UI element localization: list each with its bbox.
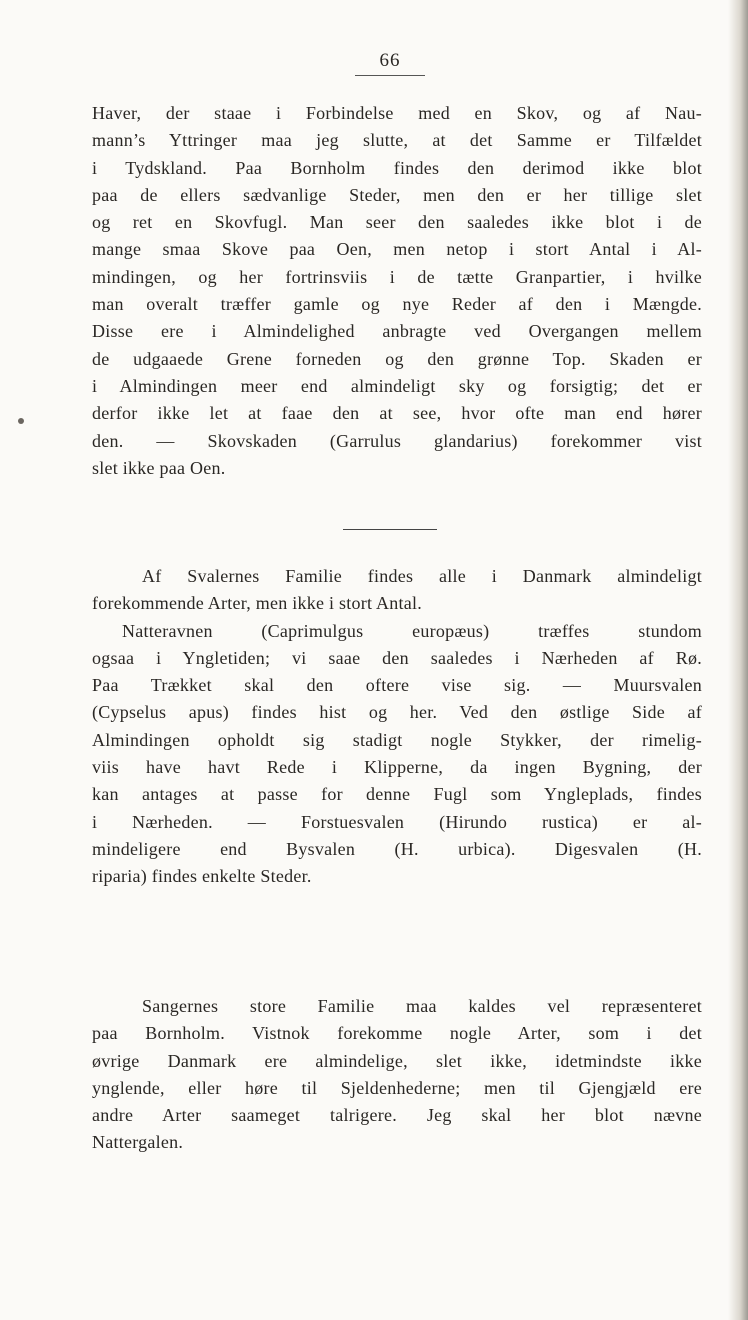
text-line: i Almindingen meer end almindeligt sky og forsigtig; det er <box>92 375 702 396</box>
text-line: forekommende Arter, men ikke i stort Antal. <box>92 593 422 614</box>
text-line: i Tydskland. Paa Bornholm findes den derimod ikke blot <box>92 157 702 178</box>
text-line: viis have havt Rede i Klipperne, da ingen Bygning, der <box>92 757 702 778</box>
text-line: og ret en Skovfugl. Man seer den saaledes ikke blot i de <box>92 212 702 233</box>
text-line: man overalt træffer gamle og nye Reder af den i Mængde. <box>92 294 702 315</box>
text-line: riparia) findes enkelte Steder. <box>92 866 312 887</box>
text-line: paa Bornholm. Vistnok forekomme nogle Arter, som i det <box>92 1023 702 1044</box>
paragraph-sangerne <box>92 993 702 1157</box>
section-divider <box>343 529 437 530</box>
text-line: derfor ikke let at faae den at see, hvor ofte man end hører <box>92 403 702 424</box>
text-line: paa de ellers sædvanlige Steder, men den er her tillige slet <box>92 184 702 205</box>
text-line: de udgaaede Grene forneden og den grønne Top. Skaden er <box>92 348 702 369</box>
text-line: Nattergalen. <box>92 1132 184 1153</box>
page-edge-shadow <box>728 0 748 1320</box>
text-line: øvrige Danmark ere almindelige, slet ikke, idetmindste ikke <box>92 1050 702 1071</box>
text-line: den. — Skovskaden (Garrulus glandarius) forekommer vist <box>92 430 702 451</box>
text-line: Paa Trækket skal den oftere vise sig. — Muursvalen <box>92 675 702 696</box>
text-line: andre Arter saameget talrigere. Jeg skal her blot nævne <box>92 1105 702 1126</box>
text-line: Disse ere i Almindelighed anbragte ved Overgangen mellem <box>92 321 702 342</box>
text-line: Natteravnen (Caprimulgus europæus) træffes stundom <box>122 620 702 641</box>
text-line: Sangernes store Familie maa kaldes vel repræsenteret <box>142 996 702 1016</box>
text-line: ogsaa i Yngletiden; vi saae den saaledes i Nærheden af Rø. <box>92 647 702 668</box>
text-line: mange smaa Skove paa Oen, men netop i stort Antal i Al- <box>92 239 702 260</box>
text-line: slet ikke paa Oen. <box>92 457 226 478</box>
paragraph-skaden <box>92 100 702 482</box>
text-line: ynglende, eller høre til Sjeldenhederne; men til Gjengjæld ere <box>92 1077 702 1098</box>
ink-speck <box>18 418 24 424</box>
text-line: mindingen, og her fortrinsviis i de tætte Granpartier, i hvilke <box>92 266 702 287</box>
text-line: (Cypselus apus) findes hist og her. Ved den østlige Side af <box>92 702 702 723</box>
text-line: mindeligere end Bysvalen (H. urbica). Digesvalen (H. <box>92 838 702 859</box>
paragraph-svalerne <box>92 563 702 891</box>
text-line: Haver, der staae i Forbindelse med en Skov, og af Nau- <box>92 103 702 123</box>
text-line: i Nærheden. — Forstuesvalen (Hirundo rustica) er al- <box>92 811 702 832</box>
text-line: Af Svalernes Familie findes alle i Danmark almindeligt <box>142 566 702 586</box>
text-line: Almindingen opholdt sig stadigt nogle Stykker, der rimelig- <box>92 729 702 750</box>
text-line: mann’s Yttringer maa jeg slutte, at det Samme er Tilfældet <box>92 130 702 151</box>
text-line: kan antages at passe for denne Fugl som Yngleplads, findes <box>92 784 702 805</box>
page-number: 66 <box>355 50 425 76</box>
